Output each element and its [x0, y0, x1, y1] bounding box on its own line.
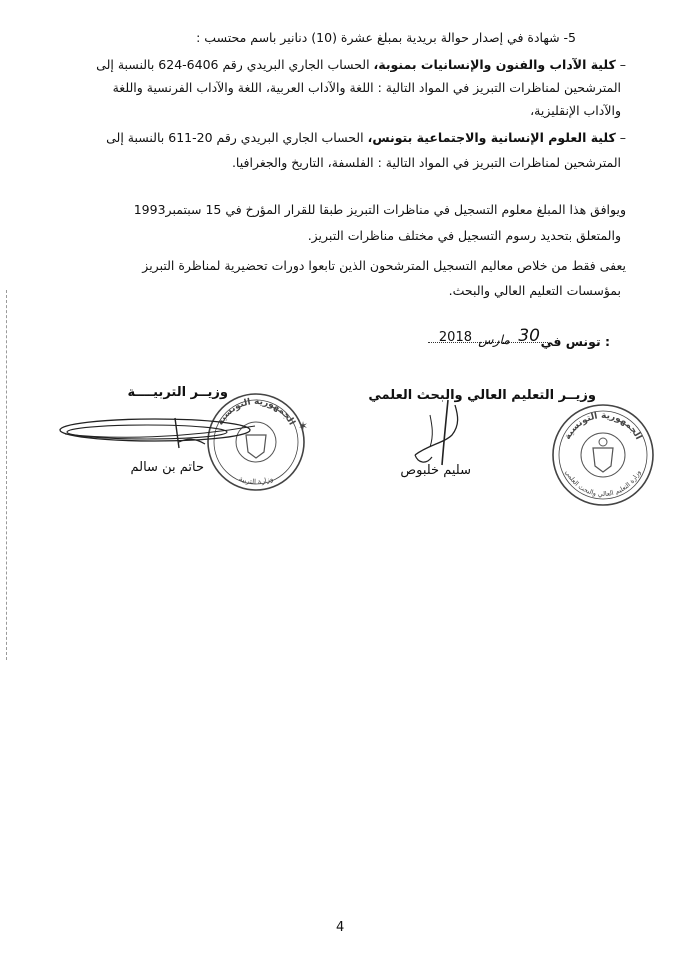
svg-text:وزارة التربية — [238, 475, 274, 486]
bullet2-line2: المترشحين لمناظرات التبريز في المواد التالية : الفلسفة، التاريخ والجغرافيا. — [231, 155, 621, 170]
bullet2-line1 — [106, 130, 626, 145]
stamp-left-bottom-text: وزارة التربية — [237, 474, 275, 487]
paragraph2-line1: يعفى فقط من خلاص معاليم التسجيل المترشحون الذين تابعوا دورات تحضيرية لمناظرة التبريز — [142, 258, 626, 273]
ministry-higher-education-stamp — [548, 400, 658, 510]
bullet1-institution: كلية الآداب والفنون والإنسانيات بمنوبة، — [373, 57, 616, 72]
stamp-left-star-right: ✶ — [298, 419, 309, 433]
bullet1-line3: والآداب الإنقليزية، — [530, 103, 621, 118]
paragraph2-line2: بمؤسسات التعليم العالي والبحث. — [448, 283, 621, 298]
svg-text:وزارة التعليم العالي والبحث ال — [564, 469, 643, 498]
date-line — [410, 326, 610, 352]
svg-text:الجمهورية التونسية — [563, 411, 643, 442]
bullet2-dash: – — [619, 130, 626, 145]
scan-edge-line — [6, 290, 8, 660]
stamp-left-top-text: الجمهورية التونسية — [215, 396, 297, 428]
paragraph1-line2: والمتعلق بتحديد رسوم التسجيل في مختلف مناظرات التبريز. — [307, 228, 621, 243]
bullet2-institution: كلية العلوم الإنسانية والاجتماعية بتونس، — [367, 130, 616, 145]
page-number: 4 — [336, 920, 345, 935]
bullet1-account: الحساب الجاري البريدي رقم 6406-624 بالنسبة إلى — [96, 57, 370, 72]
signature-education-minister — [55, 408, 265, 458]
minister-education-title: وزيــر التربيــــة — [127, 385, 228, 400]
stamp-right-bottom-text: وزارة التعليم العالي والبحث العلمي — [563, 468, 643, 499]
bullet1-line1 — [96, 57, 626, 72]
bullet1-dash: – — [619, 57, 626, 72]
minister-higher-education-name: سليم خلبوص — [400, 463, 471, 478]
date-prefix: تونس في : — [540, 334, 610, 349]
bullet1-line2: المترشحين لمناظرات التبريز في المواد التالية : اللغة والآداب العربية، اللغة والآداب الفرنسية واللغة — [112, 80, 621, 95]
bullet2-account: الحساب الجاري البريدي رقم 20-611 بالنسبة إلى — [106, 130, 364, 145]
item5-line: 5- شهادة في إصدار حوالة بريدية بمبلغ عشرة (10) دنانير باسم محتسب : — [196, 30, 576, 45]
paragraph1-line1: ويوافق هذا المبلغ معلوم التسجيل في مناظرات التبريز طبقا للقرار المؤرخ في 15 سبتمبر1993 — [133, 202, 626, 217]
date-year: 2018 — [438, 330, 472, 345]
date-day: 30 — [518, 326, 540, 346]
date-month: مارس — [478, 332, 510, 347]
stamp-right-top-text: الجمهورية التونسية — [562, 410, 644, 442]
minister-education-name: حاتم بن سالم — [130, 460, 204, 475]
minister-higher-education-title: وزيــر التعليم العالي والبحث العلمي — [368, 388, 596, 403]
